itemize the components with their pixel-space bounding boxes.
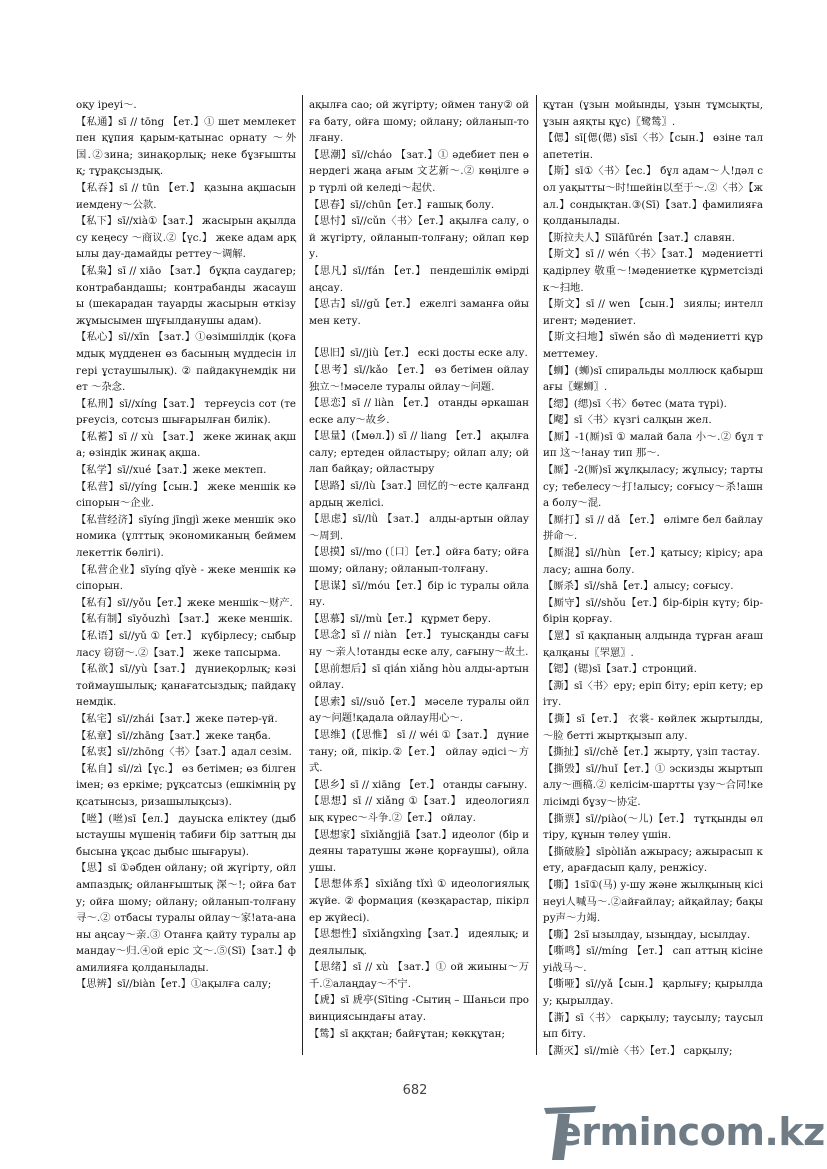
column-divider-left — [302, 95, 303, 1055]
dictionary-column-3 — [543, 97, 763, 1059]
dictionary-entry: 【撕扯】sī//chě【ет.】жырту, үзіп тастау. — [543, 746, 761, 759]
dictionary-entry: 【思潮】sī//cháo 【зат.】① әдебиет пен өнердегі жаңа ағым 文艺新～.② көңілге әр түрлі ой келеді～起伏. — [309, 148, 529, 194]
dictionary-entry: 【思谋】sī//móu【ет.】бір іс туралы ойлану. — [309, 579, 529, 609]
dictionary-entry: 【思乡】sī // xiāng 【ет.】 отанды сағыну. — [309, 778, 528, 791]
dictionary-entry: 【思绪】sī // xù 【зат.】① ой жиыны～万千.②алаңдау～不宁. — [309, 961, 529, 990]
dictionary-entry: 【思忖】sī//cǔn〈书〉【ет.】ақылға салу, ой жүгірту, ойланып-толғану; ойлап көру. — [309, 215, 529, 261]
dictionary-entry: 【思虑】sī//lǜ 【зат.】 алды-артын ойлау～周到. — [309, 513, 529, 542]
dictionary-entry: 【私营经济】sīyíng jīngjì жеке меншік экономика (ұлттық экономиканың беймемлекеттік бөлігі). — [76, 513, 296, 560]
dictionary-entry: 【鸶】sī аққтан; байғұтан; көкқұтан; — [309, 1027, 505, 1040]
dictionary-entry: 【思想家】sīxiǎngjiā【зат.】идеолог (бір идеяны таратушы және қорғаушы), ойлаушы. — [309, 828, 529, 874]
dictionary-entry: 【偲】sī[偲(偲) sīsī〈书〉【сын.】 өзіне талапететін. — [543, 132, 763, 161]
dictionary-entry: 【思量】(【мөл.】) sī // liang 【ет.】 ақылға салу; ертеден ойластыру; ойлап алу; ойлап байқау; ойластыру — [309, 430, 529, 476]
dictionary-entry: 【私吞】sī // tūn 【ет.】 қазына ақшасын иемдену～公款. — [76, 181, 296, 211]
dictionary-entry: 【私宅】sī//zhái【зат.】жеке пәтер-үй. — [76, 712, 278, 725]
dictionary-entry: 【私学】sī//xué【зат.】жеке мектеп. — [76, 464, 267, 477]
dictionary-entry: 【私下】sī//xià①【зат.】 жасырын ақылдасу кеңесу ～商议.②【үс.】 жеке адам арқылы дау-дамайды реттеу～调解. — [76, 215, 296, 261]
dictionary-entry: 【思想】sī // xiǎng ①【зат.】 идеологиялық күрес～斗争.②【ет.】 ойлау. — [309, 795, 529, 824]
dictionary-entry: 【私自】sī//zì【үс.】 өз бетімен; өз білгенімен; өз еркіме; рұқсатсыз (ешкімнің рұқсатынсыз, ризашылықсыз). — [76, 762, 296, 808]
dictionary-entry: 【斯】sī①〈书〉【ес.】 бұл адам～人!дәл сол уақытты～时!шейін以至于～.②〈书〉【жал.】сондықтан.③(Sī)【зат.】фамилияға қолданылады. — [543, 165, 763, 228]
logo-text — [556, 1110, 825, 1154]
dictionary-entry: 【思恋】sī // liàn 【ет.】 отанды әркашан еске алу～故乡. — [309, 397, 529, 426]
entry-spacer — [309, 329, 529, 345]
dictionary-entry: 【思想体系】sīxiǎng tǐxì ① идеологиялық жүйе. ② формация (көзқарастар, пікірлер жүйесі). — [309, 878, 529, 924]
dictionary-entry: 【私营企业】sīyíng qǐyè - жеке меншік кәсіпорын. — [76, 563, 296, 593]
dictionary-entry: құтан (ұзын мойынды, ұзын тұмсықты, ұзын аяқты құс)〖鹭鸶〗. — [543, 99, 763, 128]
dictionary-entry: 【厮打】sī // dǎ 【ет.】 өлімге бел байлау拼命～. — [543, 513, 763, 543]
dictionary-entry: 【澌】sī〈书〉 сарқылу; таусылу; таусылып біту. — [543, 1011, 763, 1041]
dictionary-entry: 【私营】sī//yíng【сын.】 жеке меншік кәсіпорын～企业. — [76, 480, 296, 510]
dictionary-entry: 【嘶鸣】sī//míng 【ет.】 сап аттың кісінеуі战马～. — [543, 945, 763, 974]
dictionary-entry: 【缌】(缌)sī〈书〉бөтес (мата түрі). — [543, 397, 727, 410]
dictionary-entry: 【蛳】(蛳)sī спиральды моллюск қабыршағы〖螺蛳〗. — [543, 364, 763, 394]
dictionary-entry: 【斯文扫地】sīwén sǎo dì мәдениетті құрметтемеу. — [543, 331, 763, 360]
dictionary-entry: 【撕毁】sī//huǐ【ет.】① эскизды жыртып алу～画稿.② келісім-шартты үзу～合同!келісімді бұзу～协定. — [543, 762, 763, 808]
dictionary-entry: 【斯文】sī // wén〈书〉【зат.】 мәдениетті қадірлеу 敬重～!мәдениетке құрметсіздік～扫地. — [543, 248, 763, 294]
dictionary-entry: 【思春】sī//chūn【ет.】ғашық болу. — [309, 198, 495, 211]
dictionary-entry: 【私有】sī//yǒu【ет.】жеке меншік～财产. — [76, 596, 293, 609]
dictionary-entry: 【锶】(锶)sī【зат.】стронций. — [543, 663, 697, 676]
dictionary-entry: 【思想性】sīxiǎngxìng【зат.】 идеялық; идеялылық. — [309, 928, 529, 957]
dictionary-column-2 — [309, 97, 529, 1042]
dictionary-entry: 【思凡】sī//fán 【ет.】 пендешілік өмірді аңсау. — [309, 264, 529, 294]
dictionary-entry: 【思前想后】sī qián xiǎng hòu алды-артын ойлау. — [309, 662, 529, 692]
dictionary-entry: 【厮杀】sī//shā【ет.】алысу; соғысу. — [543, 580, 734, 593]
dictionary-column-1 — [76, 97, 296, 993]
dictionary-entry: 【罳】sī қақпаның алдында тұрған ағаш қалқаны〖罘罳〗. — [543, 630, 763, 659]
dictionary-entry: 【思念】sī // niàn 【ет.】 туысқанды сағыну ～亲人!отанды еске алу, сағыну～故土. — [309, 629, 529, 658]
dictionary-entry: 【私章】sī//zhāng【зат.】жеке таңба. — [76, 729, 271, 742]
page-number: 682 — [402, 1083, 428, 1098]
dictionary-entry: 【撕】sī【ет.】 衣裳- көйлек жыртылды, ～脸 бетті жыртқызып алу. — [543, 712, 763, 742]
dictionary-entry: 【澌】sī〈书〉еру; еріп біту; еріп кету; еріту. — [543, 679, 763, 709]
dictionary-entry: 【私心】sī//xīn 【зат.】①өзімшілдік (қоғамдық мүдденен өз басының мүддесін ілгері ұстаушылық). ② пайдакүнемдік ниет ～杂念. — [76, 331, 296, 394]
dictionary-entry: 【思路】sī//lù【зат.】回忆的～есте қалғандардың желісі. — [309, 480, 529, 509]
dictionary-entry: ақылға сао; ой жүгірту; оймен тану② ойға бату, ойға шому; ойлану; ойланып-толғану. — [309, 99, 529, 145]
logo-wordmark: ermincom.kz — [556, 1110, 825, 1154]
dictionary-entry: 【嘶】2sī ызылдау, ызыңдау, ысылдау. — [543, 928, 751, 941]
dictionary-entry: 【厮】-1(厮)sī ① малай бала 小～.② бұл тип 这～!анау тип 那～. — [543, 430, 763, 460]
column-divider-right — [536, 95, 537, 1055]
dictionary-entry: 【私刑】sī//xíng【зат.】 терғеусіз сот (терғеусіз, сотсыз шығарылған билік). — [76, 397, 296, 427]
dictionary-entry: 【厮混】sī//hùn 【ет.】қатысу; кірісу; араласу; ашна болу. — [543, 547, 763, 576]
dictionary-entry: 【澌灭】sī//miè〈书〉【ет.】 сарқылу; — [543, 1044, 733, 1057]
dictionary-entry: 【私欲】sī//yù【зат.】 дүниеқорлық; кәзі тоймаушылық; қанағатсыздық; пайдакүнемдік. — [76, 663, 296, 709]
dictionary-entry: 【嘶】1sī①(马) у-шу және жылқының кісінеуі人喊马～.②айғайлау; айқайлау; бақыру声～力竭. — [543, 878, 763, 925]
dictionary-entry: 【嘶哑】sī//yǎ【сын.】 қарлығу; қырылдау; қырылдау. — [543, 978, 763, 1008]
dictionary-entry: 【飔】sī〈书〉күзгі салқын жел. — [543, 414, 712, 427]
dictionary-entry: 【斯拉夫人】Sīlāfūrén【зат.】славян. — [543, 231, 735, 244]
dictionary-entry: 【思辨】sī//biàn【ет.】①ақылға салу; — [76, 978, 272, 991]
dictionary-entry: 【私语】sī//yǔ ①【ет.】 күбірлесу; сыбырласу 窃窃～.②【зат.】 жеке тапсырма. — [76, 630, 296, 659]
dictionary-entry: 【厮守】sī//shǒu【ет.】бір-бірін күту; бір-бірін қорғау. — [543, 596, 763, 626]
dictionary-entry: 【思索】sī//suǒ【ет.】 мәселе туралы ойлау～问题!қадала ойлау用心～. — [309, 695, 529, 725]
dictionary-entry: 【思旧】sī//jiù【ет.】 ескі досты еске алу. — [309, 347, 528, 360]
dictionary-entry: 【私有制】sīyǒuzhì 【зат.】 жеке меншік. — [76, 613, 293, 626]
dictionary-entry: 【私衷】sī//zhōng〈书〉【зат.】адал сезім. — [76, 746, 292, 759]
dictionary-entry: 【虒】sī 虒亭(Sīting -Сытиң – Шаньси провинциясындағы атау. — [309, 994, 529, 1024]
dictionary-entry: 【私枭】sī // xiāo 【зат.】 бұқпа саудагер; контрабандашы; контрабанды жасаушы (шекарадан тауарды жасырын өткізу жұмысымен шұғылданушы адам). — [76, 264, 296, 327]
dictionary-entry: 【思摸】sī//mo (〔口〕【ет.】ойға бату; ойға шому; ойлану; ойланып-толғану. — [309, 546, 529, 576]
dictionary-entry: 【思维】(【思惟】 sī // wéi ①【зат.】 дүние тану; ой, пікір.②【ет.】 ойлау әдісі～方式. — [309, 728, 529, 775]
dictionary-entry: 【私通】sī // tōng 【ет.】① шет мемлекетпен құпия қарым-қатынас орнату ～外国.②зина; зинақорлық; неке бұзғыштық; тұрақсыздық. — [76, 115, 296, 178]
dictionary-entry: 【斯文】sī // wen 【сын.】 зиялы; интеллигент; мәдениет. — [543, 298, 763, 327]
dictionary-entry: 【思慕】sī//mù【ет.】 құрмет беру. — [309, 612, 491, 625]
dictionary-entry: 【厮】-2(厮)sī жұлқыласу; жұлысу; тартысу; тебелесу～打!алысу; соғысу～杀!ашна болу～混. — [543, 464, 763, 510]
dictionary-entry: 【私蓄】sī // xù 【зат.】 жеке жинақ ақша; өзіндік жинақ ақша. — [76, 430, 296, 460]
dictionary-entry: 【思古】sī//gǔ【ет.】 ежелгі заманға ойымен кету. — [309, 298, 529, 327]
dictionary-entry: 【撕票】sī//piào(～儿)【ет.】 тұтқынды өлтіру, құнын төлеу үшін. — [543, 812, 763, 842]
dictionary-entry: 【思】sī ①әбден ойлану; ой жүгірту, ойлампаздық; ойланғыштық 深～!; ойға бату; ойға шому; ойлану; ойланып-толғану 寻～.② отбасы туралы ойлау～家!ата-ананы аңсау～亲.③ Отанға қайту туралы армандау～归.④ой еріс 文～.⑤(Sī)【зат.】фамилияға қолданылады. — [76, 862, 296, 974]
dictionary-entry: 【咝】(咝)sī【ел.】 дауыска еліктеу (дыбыстаушы мүшенің табиғи бір заттың дыбысына ұқсас дыбыс шығаруы). — [76, 812, 296, 858]
dictionary-entry: оқу іреуі～. — [76, 99, 137, 111]
dictionary-entry: 【思考】sī//kǎo 【ет.】 өз бетімен ойлау独立～!мәселе туралы ойлау～问题. — [309, 363, 529, 393]
dictionary-entry: 【撕破脸】sīpòliǎn ажырасу; ажырасып кету, арағдасып қалу, ренжісу. — [543, 845, 763, 875]
